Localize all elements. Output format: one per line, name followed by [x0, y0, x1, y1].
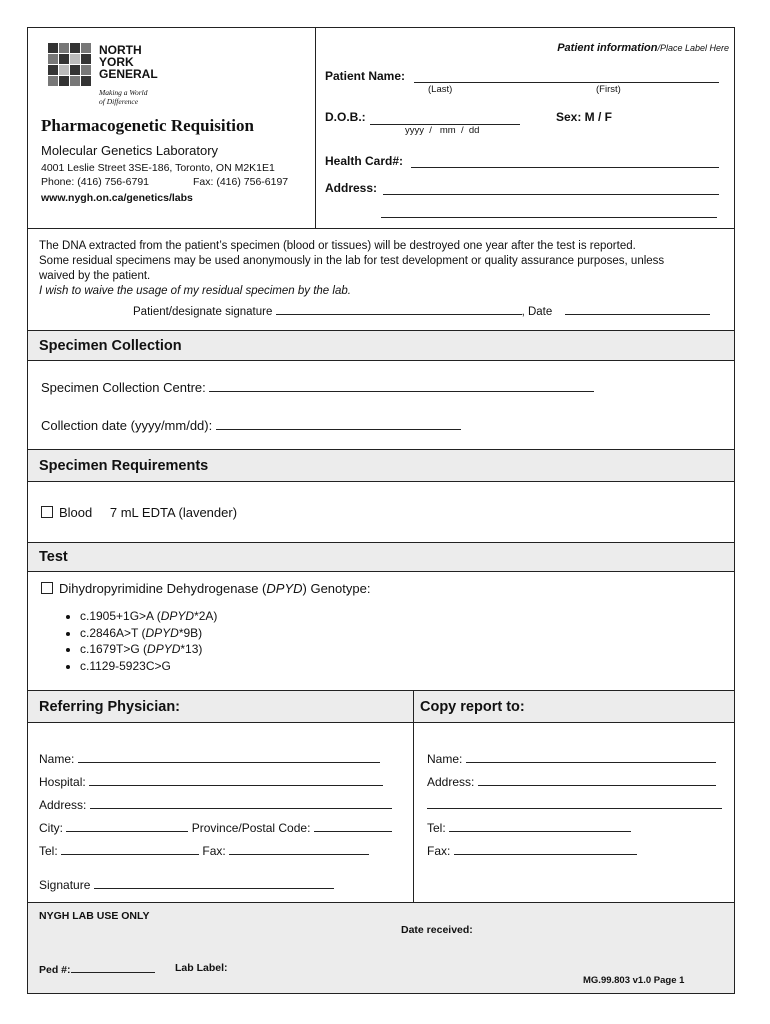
- copy-fax-label: Fax:: [427, 844, 451, 858]
- dpyd-label-post: ) Genotype:: [302, 581, 371, 596]
- variant-item: [80, 641, 217, 658]
- variant-allele: *13): [180, 642, 203, 656]
- dob-field[interactable]: [370, 112, 520, 125]
- variant-text: c.2846A>T (: [80, 625, 146, 640]
- copy-tel-row: [427, 817, 722, 840]
- physician-tel-row: [39, 840, 392, 863]
- physician-divider: [413, 690, 414, 902]
- variant-gene: DPYD: [160, 609, 195, 623]
- copy-name-label: Name:: [427, 752, 463, 766]
- lab-label: Lab Label:: [175, 962, 228, 974]
- blood-detail: 7 mL EDTA (lavender): [109, 505, 238, 520]
- patient-signature-label: Patient/designate signature: [133, 306, 273, 318]
- physician-signature-label: Signature: [39, 878, 91, 892]
- copy-to-fields: [427, 748, 722, 863]
- lab-name: Molecular Genetics Laboratory: [41, 143, 219, 158]
- copy-name-field[interactable]: [466, 750, 716, 763]
- tagline: [99, 88, 147, 106]
- requisition-form: [27, 27, 735, 994]
- variant-text: c.1679T>G (: [80, 642, 148, 656]
- copy-address-label: Address:: [427, 775, 475, 789]
- variant-allele: *2A): [194, 609, 218, 623]
- copy-address-field-2[interactable]: [427, 796, 722, 809]
- physician-city-field[interactable]: [66, 819, 188, 832]
- patient-info-heading: [557, 42, 729, 54]
- header-divider: [315, 28, 316, 228]
- physician-fax-field[interactable]: [229, 842, 369, 855]
- physician-name-label: Name:: [39, 752, 75, 766]
- lab-address: 4001 Leslie Street 3SE-186, Toronto, ON M2K1E1: [41, 162, 275, 174]
- physician-signature-row: [39, 876, 334, 892]
- ped-label: Ped #:: [39, 964, 71, 976]
- logo-mark-icon: [48, 43, 91, 86]
- physician-address-row: [39, 794, 392, 817]
- physician-copy-heading-bar: [28, 690, 734, 723]
- ped-field[interactable]: [71, 962, 155, 973]
- collection-centre-label: Specimen Collection Centre:: [41, 380, 206, 395]
- lab-website[interactable]: www.nygh.on.ca/genetics/labs: [41, 192, 193, 204]
- copy-address-row: [427, 771, 722, 794]
- patient-address-label: Address:: [325, 181, 378, 195]
- physician-address-field[interactable]: [90, 796, 392, 809]
- patient-address-field-2[interactable]: [381, 205, 717, 218]
- consent-line-1: The DNA extracted from the patient’s specimen (blood or tissues) will be destroyed one year after the test is reported.: [39, 240, 636, 252]
- collection-centre-row: [41, 379, 594, 395]
- physician-tel-label: Tel:: [39, 844, 58, 858]
- variant-item: [80, 658, 217, 675]
- physician-fields: [39, 748, 392, 863]
- patient-info-title: Patient information: [557, 42, 658, 54]
- blood-label: Blood: [59, 505, 93, 520]
- physician-hospital-label: Hospital:: [39, 775, 86, 789]
- form-title: Pharmacogenetic Requisition: [41, 116, 254, 135]
- variant-allele: *9B): [178, 625, 203, 640]
- consent-date-field[interactable]: [565, 302, 710, 315]
- consent-date-label: , Date: [521, 306, 553, 318]
- variant-text: c.1905+1G>A (: [80, 609, 161, 623]
- consent-line-3: waived by the patient.: [39, 270, 151, 282]
- collection-centre-field[interactable]: [209, 379, 594, 392]
- collection-date-field[interactable]: [216, 417, 461, 430]
- sex-field[interactable]: Sex: M / F: [556, 110, 613, 124]
- variant-gene: DPYD: [147, 642, 181, 656]
- consent-waive-text: I wish to waive the usage of my residual specimen by the lab.: [39, 285, 351, 297]
- copy-fax-field[interactable]: [454, 842, 637, 855]
- physician-hospital-row: [39, 771, 392, 794]
- specimen-collection-heading: Specimen Collection: [28, 330, 734, 361]
- form-code: MG.99.803 v1.0 Page 1: [583, 975, 685, 986]
- logo-line-2: YORK: [99, 55, 134, 69]
- physician-address-label: Address:: [39, 798, 87, 812]
- logo-line-3: GENERAL: [99, 67, 158, 81]
- consent-block: [39, 239, 731, 299]
- logo-wordmark: [99, 44, 158, 80]
- health-card-label: Health Card#:: [325, 154, 404, 168]
- copy-name-row: [427, 748, 722, 771]
- dob-label: D.O.B.:: [325, 110, 366, 124]
- collection-date-label: Collection date (yyyy/mm/dd):: [41, 418, 213, 433]
- first-name-caption: (First): [596, 84, 621, 95]
- consent-line-2: Some residual specimens may be used anonymously in the lab for test development or quality assurance purposes, unless: [39, 255, 665, 267]
- patient-name-label: Patient Name:: [325, 69, 406, 83]
- blood-checkbox[interactable]: [41, 506, 53, 518]
- physician-city-row: [39, 817, 392, 840]
- patient-name-field[interactable]: [414, 70, 719, 83]
- lab-fax: Fax: (416) 756-6197: [193, 176, 289, 188]
- physician-name-row: [39, 748, 392, 771]
- physician-province-label: Province/Postal Code:: [191, 821, 311, 835]
- test-heading: Test: [28, 542, 734, 572]
- patient-info-note: /Place Label Here: [657, 43, 729, 53]
- tagline-line-1: Making a World: [99, 88, 148, 97]
- dpyd-label-pre: Dihydropyrimidine Dehydrogenase (: [59, 581, 267, 596]
- variant-list: [28, 608, 217, 674]
- health-card-field[interactable]: [411, 155, 719, 168]
- copy-report-heading: Copy report to:: [420, 698, 525, 715]
- patient-signature-row: [133, 302, 710, 318]
- copy-tel-label: Tel:: [427, 821, 446, 835]
- physician-name-field[interactable]: [78, 750, 380, 763]
- blood-option[interactable]: [41, 505, 237, 520]
- tagline-line-2: of Difference: [99, 97, 139, 106]
- dpyd-test-option[interactable]: [41, 581, 370, 596]
- copy-address-row-2: [427, 794, 722, 817]
- variant-item: [80, 625, 217, 642]
- header-bottom-rule: [28, 228, 734, 229]
- date-received-label: Date received:: [401, 924, 473, 936]
- logo: [48, 43, 91, 86]
- variant-gene: DPYD: [145, 625, 179, 640]
- collection-date-row: [41, 417, 461, 433]
- referring-physician-heading: Referring Physician:: [39, 698, 181, 715]
- copy-fax-row: [427, 840, 722, 863]
- physician-fax-label: Fax:: [202, 844, 226, 858]
- logo-line-1: NORTH: [99, 43, 142, 57]
- dpyd-label-gene: DPYD: [266, 581, 303, 596]
- lab-phone: Phone: (416) 756-6791: [41, 176, 149, 188]
- ped-row: [39, 962, 155, 976]
- physician-province-field[interactable]: [314, 819, 392, 832]
- variant-item: [80, 608, 217, 625]
- specimen-requirements-heading: Specimen Requirements: [28, 449, 734, 482]
- lab-use-heading: NYGH LAB USE ONLY: [39, 910, 150, 922]
- copy-address-field-1[interactable]: [478, 773, 716, 786]
- dpyd-checkbox[interactable]: [41, 582, 53, 594]
- physician-city-label: City:: [39, 821, 63, 835]
- physician-signature-field[interactable]: [94, 876, 334, 889]
- physician-tel-field[interactable]: [61, 842, 199, 855]
- variant-text: c.1129-5923C>G: [80, 658, 171, 673]
- last-name-caption: (Last): [428, 84, 453, 95]
- physician-hospital-field[interactable]: [89, 773, 383, 786]
- patient-signature-field[interactable]: [276, 302, 522, 315]
- dob-format: yyyy / mm / dd: [405, 125, 480, 136]
- patient-address-field-1[interactable]: [383, 182, 719, 195]
- copy-tel-field[interactable]: [449, 819, 631, 832]
